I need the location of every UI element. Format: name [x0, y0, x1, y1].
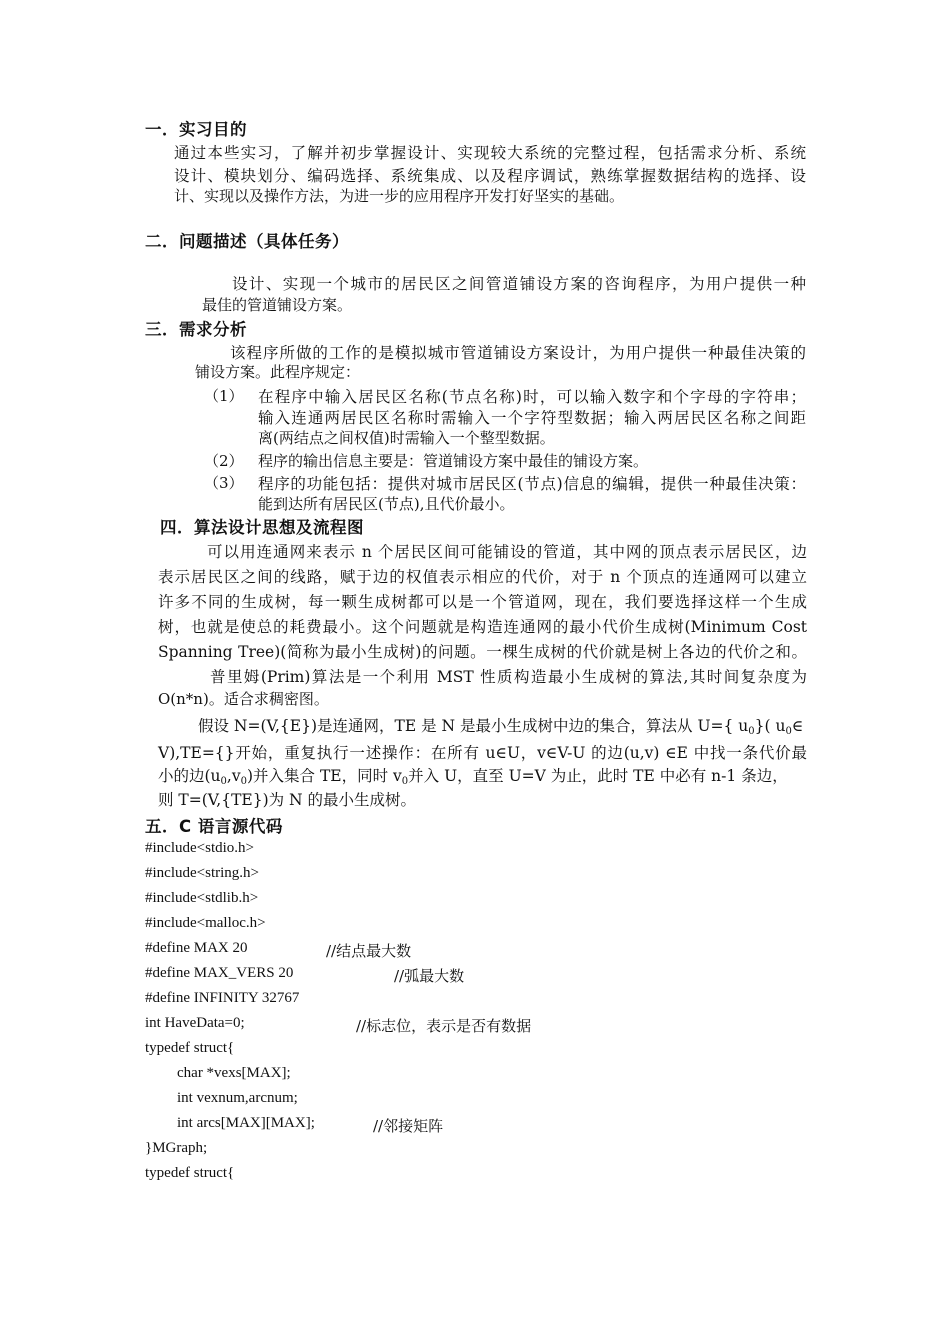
- list-item-line: 程序的功能包括：提供对城市居民区(节点)信息的编辑，提供一种最佳决策：: [258, 475, 806, 493]
- code-line: #include<string.h>: [145, 865, 259, 881]
- paragraph-line: 许多不同的生成树，每一颗生成树都可以是一个管道网，现在，我们要选择这样一个生成: [158, 593, 807, 611]
- list-item-line: 程序的输出信息主要是：管道铺设方案中最佳的铺设方案。: [258, 452, 649, 470]
- list-item-line: 离(两结点之间权值)时需输入一个整型数据。: [258, 429, 555, 447]
- paragraph-line: 树，也就是使总的耗费最小。这个问题就是构造连通网的最小代价生成树(Minimum Cost: [158, 618, 807, 636]
- list-item-number: （2）: [204, 452, 244, 470]
- code-comment: //标志位，表示是否有数据: [356, 1017, 532, 1035]
- section-heading-requirements: 三．需求分析: [145, 320, 247, 339]
- section-heading-purpose: 一．实习目的: [145, 120, 247, 139]
- code-comment: //邻接矩阵: [373, 1117, 444, 1135]
- paragraph-line: 假设 N=(V,{E})是连通网，TE 是 N 是最小生成树中边的集合，算法从 U={ $u_0$}( $u_0\in$: [198, 717, 804, 737]
- code-line: int vexnum,arcnum;: [177, 1090, 298, 1106]
- list-item-number: （1）: [204, 387, 244, 405]
- code-line: int HaveData=0;: [145, 1015, 245, 1031]
- list-item-number: （3）: [204, 474, 244, 492]
- code-line: typedef struct{: [145, 1165, 235, 1181]
- paragraph-line: 通过本些实习，了解并初步掌握设计、实现较大系统的完整过程，包括需求分析、系统: [174, 144, 806, 162]
- paragraph-line: 该程序所做的工作的是模拟城市管道铺设方案设计，为用户提供一种最佳决策的: [230, 344, 806, 362]
- code-line: #include<stdio.h>: [145, 840, 254, 856]
- code-line: int arcs[MAX][MAX];: [177, 1115, 315, 1131]
- paragraph-line: 铺设方案。此程序规定：: [195, 363, 361, 381]
- code-comment: //结点最大数: [326, 942, 412, 960]
- paragraph-line: 表示居民区之间的线路，赋于边的权值表示相应的代价，对于 n 个顶点的连通网可以建立: [158, 568, 807, 586]
- code-line: #include<malloc.h>: [145, 915, 266, 931]
- code-line: typedef struct{: [145, 1040, 235, 1056]
- paragraph-line: 可以用连通网来表示 n 个居民区间可能铺设的管道，其中网的顶点表示居民区，边: [207, 543, 807, 561]
- list-item-line: 输入连通两居民区名称时需输入一个字符型数据；输入两居民区名称之间距: [258, 409, 806, 427]
- paragraph-line: 设计、模块划分、编码选择、系统集成、以及程序调试，熟练掌握数据结构的选择、设: [174, 167, 806, 185]
- section-heading-source-code: 五．C 语言源代码: [145, 817, 283, 836]
- list-item-line: 能到达所有居民区(节点),且代价最小。: [258, 495, 515, 513]
- code-line: #include<stdlib.h>: [145, 890, 259, 906]
- code-line: #define INFINITY 32767: [145, 990, 300, 1006]
- paragraph-line: 小的边$(u_0,v_0)$并入集合 TE，同时 $v_0$并入 U，直至 U=V 为止，此时 TE 中必有 n-1 条边，: [158, 767, 788, 787]
- paragraph-line: V),TE={}开始，重复执行一述操作：在所有 u∈U，v∈V-U 的边(u,v) ∈E 中找一条代价最: [158, 744, 807, 762]
- paragraph-line: O(n*n)。适合求稠密图。: [158, 690, 329, 708]
- list-item-line: 在程序中输入居民区名称(节点名称)时，可以输入数字和个字母的字符串；: [258, 388, 806, 406]
- paragraph-line: 最佳的管道铺设方案。: [202, 296, 353, 314]
- section-heading-task: 二．问题描述（具体任务）: [145, 232, 349, 251]
- paragraph-line: Spanning Tree)(简称为最小生成树)的问题。一棵生成树的代价就是树上各边的代价之和。: [158, 643, 807, 661]
- paragraph-line: 则 T=(V,{TE})为 N 的最小生成树。: [158, 791, 417, 809]
- paragraph-line: 设计、实现一个城市的居民区之间管道铺设方案的咨询程序，为用户提供一种: [232, 275, 806, 293]
- code-line: char *vexs[MAX];: [177, 1065, 291, 1081]
- code-comment: //弧最大数: [394, 967, 465, 985]
- paragraph-line: 普里姆(Prim)算法是一个利用 MST 性质构造最小生成树的算法,其时间复杂度为: [210, 668, 807, 686]
- section-heading-algorithm: 四．算法设计思想及流程图: [160, 518, 364, 537]
- paragraph-line: 计、实现以及操作方法，为进一步的应用程序开发打好坚实的基础。: [174, 187, 625, 205]
- code-line: #define MAX_VERS 20: [145, 965, 294, 981]
- code-line: #define MAX 20: [145, 940, 248, 956]
- code-line: }MGraph;: [145, 1140, 208, 1156]
